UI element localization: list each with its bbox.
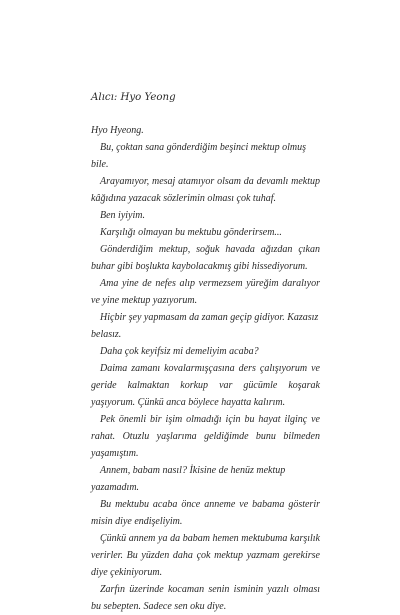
letter-recipient-line: Alıcı: Hyo Yeong [91,92,176,103]
letter-paragraph: Bu, çoktan sana gönderdiğim beşinci mektup olmuş bile. [91,142,306,170]
letter-paragraph: Arayamıyor, mesaj atamıyor olsam da devamlı mektup kâğıdına yazacak sözlerimin olması çok tuhaf. [91,176,320,204]
letter-paragraph: Pek önemli bir işim olmadığı için bu hayat ilginç ve rahat. Otuzlu yaşlarıma geldiğimde bunu bilmeden yaşamıştım. [91,414,320,459]
letter-paragraph: Hyo Hyeong. [91,125,144,136]
letter-paragraph: Hiçbir şey yapmasam da zaman geçip gidiyor. Kazasız belasız. [91,312,319,340]
letter-body [91,122,320,615]
letter-paragraph: Daha çok keyifsiz mi demeliyim acaba? [100,346,259,357]
letter-paragraph: Ben iyiyim. [100,210,145,221]
letter-paragraph: Ama yine de nefes alıp vermezsem yüreğim daralıyor ve yine mektup yazıyorum. [91,278,320,306]
letter-paragraph: Çünkü annem ya da babam hemen mektubuma karşılık verirler. Bu yüzden daha çok mektup yazmam gerekirse diye çekiniyorum. [91,533,320,578]
letter-paragraph: Karşılığı olmayan bu mektubu gönderirsem... [100,227,282,238]
letter-paragraph: Gönderdiğim mektup, soğuk havada ağızdan çıkan buhar gibi boşlukta kaybolacakmış gibi hissediyorum. [91,244,320,272]
letter-paragraph: Bu mektubu acaba önce anneme ve babama gösterir misin diye endişeliyim. [91,499,320,527]
letter-paragraph: Zarfın üzerinde kocaman senin isminin yazılı olması bu sebepten. Sadece sen oku diye. [91,584,320,612]
letter-paragraph: Annem, babam nasıl? İkisine de henüz mektup yazamadım. [91,465,286,493]
letter-paragraph: Daima zamanı kovalarmışçasına ders çalışıyorum ve geride kalmaktan korkup var gücümle koşarak yaşıyorum. Çünkü anca böylece hayatta kalırım. [91,363,320,408]
